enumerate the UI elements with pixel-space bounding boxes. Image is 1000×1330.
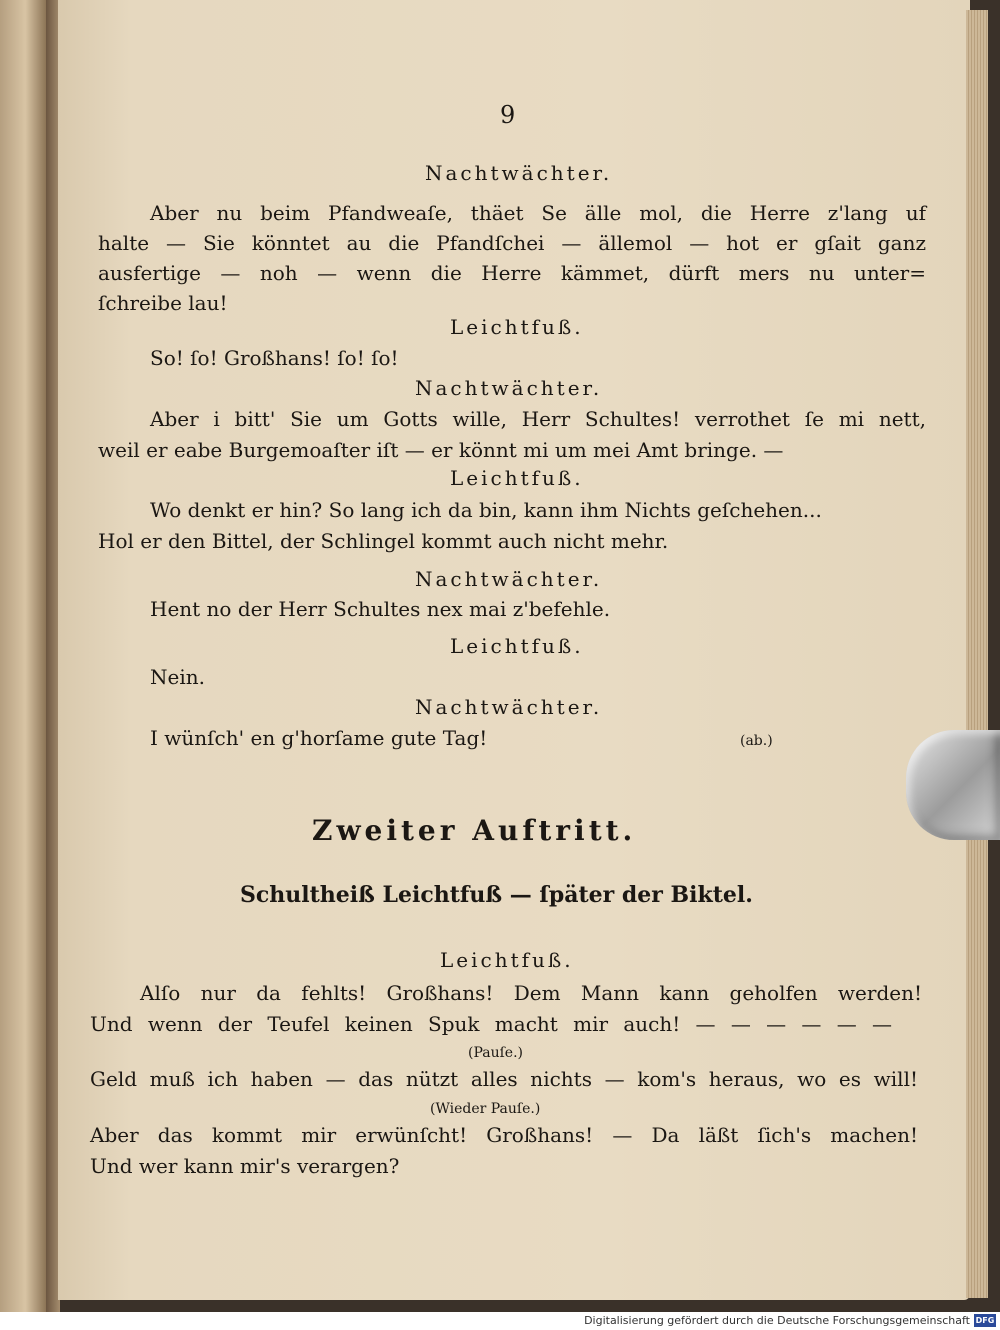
stage-direction: (ab.)	[740, 733, 773, 749]
scene-subheading: Schultheiß Leichtfuß — ſpäter der Biktel.	[240, 882, 753, 908]
speaker-name: Leichtfuß.	[450, 315, 584, 339]
text-line: Geld muß ich haben — das nützt alles nichts — kom's heraus, wo es will!	[90, 1067, 918, 1091]
text-line: I wünſch' en g'horſame gute Tag!	[150, 726, 488, 750]
text-line: Wo denkt er hin? So lang ich da bin, kann ihm Nichts geſchehen...	[150, 498, 822, 522]
speaker-name: Nachtwächter.	[415, 695, 603, 719]
stage-direction: (Pauſe.)	[468, 1045, 523, 1061]
footer-bar	[0, 1312, 1000, 1330]
scene-heading: Zweiter Auftritt.	[312, 814, 637, 847]
page-number: 9	[500, 101, 516, 129]
speaker-name: Leichtfuß.	[450, 466, 584, 490]
text-line: Aber das kommt mir erwünſcht! Großhans! — Da läßt ſich's machen!	[90, 1123, 918, 1147]
speaker-name: Nachtwächter.	[425, 161, 613, 185]
text-line: Alſo nur da fehlts! Großhans! Dem Mann kann geholfen werden!	[140, 981, 922, 1005]
funding-credit: Digitalisierung gefördert durch die Deutsche Forschungsgemeinschaft	[584, 1314, 970, 1327]
speaker-name: Leichtfuß.	[440, 948, 574, 972]
left-page-edge	[0, 0, 46, 1312]
text-line: So! ſo! Großhans! ſo! ſo!	[150, 346, 399, 370]
page-stack-edge	[966, 10, 988, 1298]
stage-direction: (Wieder Pauſe.)	[430, 1101, 541, 1117]
text-line: Aber i bitt' Sie um Gotts wille, Herr Schultes! verrothet ſe mi nett,	[150, 407, 926, 431]
text-line: Und wer kann mir's verargen?	[90, 1154, 400, 1178]
text-line: Und wenn der Teufel keinen Spuk macht mir auch! — — — — — —	[90, 1012, 892, 1036]
text-line: ausfertige — noh — wenn die Herre kämmet, dürft mers nu unter=	[98, 261, 926, 285]
text-line: Nein.	[150, 665, 205, 689]
dfg-logo: DFG	[975, 1316, 995, 1325]
speaker-name: Nachtwächter.	[415, 567, 603, 591]
text-line: weil er eabe Burgemoaſter iſt — er könnt mi um mei Amt bringe. —	[98, 438, 784, 462]
text-line: Aber nu beim Pfandweaſe, thäet Se älle mol, die Herre z'lang uf	[150, 201, 926, 225]
page-clip	[906, 730, 1000, 840]
speaker-name: Leichtfuß.	[450, 634, 584, 658]
text-line: ſchreibe lau!	[98, 291, 228, 315]
text-line: Hol er den Bittel, der Schlingel kommt auch nicht mehr.	[98, 529, 669, 553]
speaker-name: Nachtwächter.	[415, 376, 603, 400]
text-line: halte — Sie könntet au die Pfandſchei — ällemol — hot er gſait ganz	[98, 231, 926, 255]
text-line: Hent no der Herr Schultes nex mai z'befehle.	[150, 597, 611, 621]
